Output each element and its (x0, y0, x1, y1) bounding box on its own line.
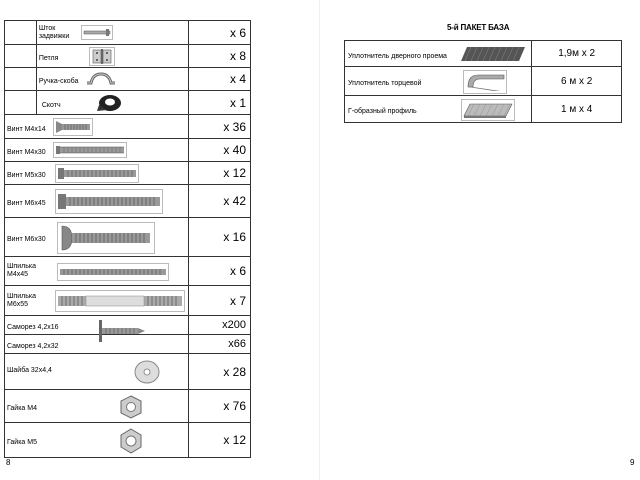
empty-cell (5, 91, 37, 115)
part-cell (36, 21, 188, 45)
part-qty: 1,9м х 2 (532, 41, 622, 67)
part-qty: x200 (189, 316, 251, 335)
empty-cell (5, 21, 37, 45)
part-label: Саморез 4,2х32 (7, 343, 59, 350)
part-cell (5, 390, 189, 423)
part-qty: x 6 (189, 257, 251, 286)
part-qty: x 6 (189, 21, 251, 45)
part-qty: x 16 (189, 218, 251, 257)
part-cell (5, 162, 189, 185)
part-cell (5, 139, 189, 162)
part-label: Гайка М4 (7, 405, 37, 412)
page-number-left: 8 (6, 458, 11, 467)
part-cell (5, 185, 189, 218)
part-qty: x66 (189, 335, 251, 354)
part-label: Винт М6х45 (7, 200, 46, 207)
part-qty: x 28 (189, 354, 251, 390)
table-row (5, 91, 251, 115)
end-seal-icon (463, 70, 507, 94)
table-row (5, 21, 251, 45)
table-row (5, 390, 251, 423)
self-tapping-screw-icon (93, 316, 149, 346)
table-row (5, 162, 251, 185)
part-qty: x 12 (189, 423, 251, 458)
part-label: Г-образный профиль (348, 108, 417, 115)
table-row (5, 115, 251, 139)
part-cell (36, 91, 188, 115)
parts-table (4, 20, 251, 458)
table-row (345, 41, 622, 67)
part-cell (345, 96, 532, 123)
part-label: Уплотнитель торцевой (348, 80, 422, 87)
nut-icon (119, 394, 143, 420)
part-cell (5, 316, 189, 335)
part-cell (5, 354, 189, 390)
table-row (5, 257, 251, 286)
part-qty: x 40 (189, 139, 251, 162)
part-qty: x 36 (189, 115, 251, 139)
book-spine (319, 0, 320, 480)
part-cell (5, 115, 189, 139)
part-cell (345, 67, 532, 96)
part-label: Шайба 32х4,4 (7, 366, 52, 374)
empty-cell (5, 68, 37, 91)
table-row (5, 316, 251, 335)
table-row (5, 68, 251, 91)
part-label: Саморез 4,2х16 (7, 324, 59, 331)
part-label: Шпилька М6х55 (7, 292, 36, 308)
screw-icon (53, 142, 127, 158)
tape-roll-icon (97, 93, 123, 113)
empty-cell (5, 45, 37, 68)
part-cell (345, 41, 532, 67)
part-qty: 1 м х 4 (532, 96, 622, 123)
seal-strip-icon (461, 45, 527, 63)
stud-icon (55, 290, 185, 312)
part-cell (5, 257, 189, 286)
table-row (345, 96, 622, 123)
part-label: Скотч (41, 101, 61, 109)
hinge-icon (89, 47, 115, 66)
table-row (5, 286, 251, 316)
table-row (5, 423, 251, 458)
screw-icon (57, 222, 155, 254)
part-qty: x 8 (189, 45, 251, 68)
part-label: Гайка М5 (7, 439, 37, 446)
table-row (5, 139, 251, 162)
part-qty: x 1 (189, 91, 251, 115)
table-row (5, 354, 251, 390)
part-label: Винт М4х30 (7, 149, 46, 156)
part-label: Уплотнитель дверного проема (348, 52, 447, 60)
page-title: 5-й ПАКЕТ БАЗА (447, 23, 510, 32)
table-row (345, 67, 622, 96)
part-label: Винт М6х30 (7, 236, 46, 243)
part-label: Винт М4х14 (7, 125, 46, 133)
part-qty: 6 м х 2 (532, 67, 622, 96)
part-label: Петля (38, 55, 59, 62)
part-cell (5, 423, 189, 458)
table-row (5, 185, 251, 218)
nut-icon (119, 427, 143, 455)
part-label: Ручка-скоба (38, 78, 79, 85)
part-label: Винт М5х30 (7, 172, 46, 179)
base-package-table (344, 40, 622, 123)
screw-icon (53, 118, 93, 136)
part-label: Шток задвижки (38, 24, 70, 40)
rod-icon (81, 25, 113, 40)
part-qty: x 4 (189, 68, 251, 91)
page-number-right: 9 (630, 458, 635, 467)
part-label: Шпилька М4х45 (7, 263, 36, 278)
washer-icon (133, 359, 161, 385)
part-cell (5, 286, 189, 316)
handle-icon (85, 71, 117, 87)
screw-icon (55, 189, 163, 214)
l-profile-icon (461, 99, 515, 121)
part-qty: x 12 (189, 162, 251, 185)
screw-icon (55, 164, 139, 183)
part-cell (5, 218, 189, 257)
part-qty: x 42 (189, 185, 251, 218)
table-row (5, 45, 251, 68)
table-row (5, 218, 251, 257)
part-cell (36, 68, 188, 91)
part-qty: x 76 (189, 390, 251, 423)
part-cell (36, 45, 188, 68)
stud-icon (57, 263, 169, 281)
part-qty: x 7 (189, 286, 251, 316)
